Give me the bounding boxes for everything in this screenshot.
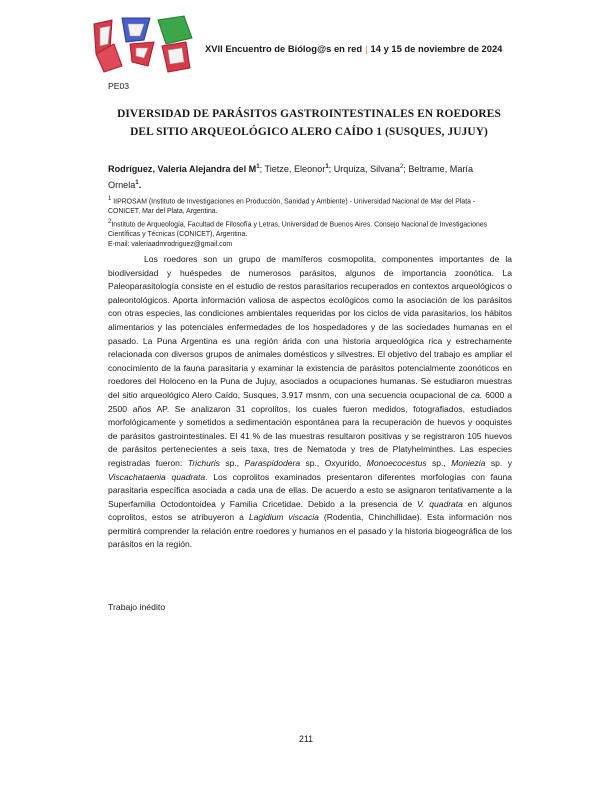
header-separator: | bbox=[365, 43, 368, 54]
title-line-1: DIVERSIDAD DE PARÁSITOS GASTROINTESTINALES EN ROEDORES bbox=[117, 108, 501, 120]
abstract-paragraph: Los roedores son un grupo de mamíferos cosmopolita, componentes importantes de la biodiversidad y huéspedes de numerosos parásitos, algunos de importancia zoonótica. La Paleoparasitología consiste en el estudio de restos parasitarios recuperados en contextos arqueológicos o paleontológicos. Aporta información valiosa de aspectos ecológicos como la asociación de los parásitos con otras especies, las condiciones ambientales requeridas por los ciclos de vida parasitarios, los hábitos alimentarios y las potenciales enfermedades de los hospedadores y de las sociedades humanas en el pasado. La Puna Argentina es una región árida con una historia arqueológica rica y estrechamente relacionada con diversos grupos de animales domésticos y silvestres. El objetivo del trabajo es ampliar el conocimiento de la fauna parasitaria y examinar la existencia de parásitos potencialmente zoonóticos en roedores del Holoceno en la Puna de Jujuy, asociados a ocupaciones humanas. Se estudiaron muestras del sitio arqueológico Alero Caído, Susques, 3.917 msnm, con una secuencia ocupacional de ca. 6000 a 2500 años AP. Se analizaron 31 coprolitos, los cuales fueron medidos, fotografiados, estudiados morfológicamente y sometidos a sedimentación espontánea para la recuperación de huevos y ooquistes de parásitos gastrointestinales. El 41 % de las muestras resultaron positivas y se registraron 105 huevos de parásitos pertenecientes a seis taxa, tres de Nematoda y tres de Platyhelminthes. Las especies registradas fueron: Trichuris sp., Paraspidodera sp., Oxyurido, Monoecocestus sp., Moniezia sp. y Viscachataenia quadrata. Los coprolitos examinados presentaron diferentes morfologías con fauna parasitaria específica asociada a cada una de ellas. De acuerdo a esto se asignaron tentativamente a la Superfamilia Octodontoidea y Familia Cricetidae. Debido a la presencia de V. quadrata en algunos coprolitos, estos se atribuyeron a Lagidium viscacia (Rodentia, Chinchillidae). Esta información nos permitirá comprender la relación entre roedores y humanos en el pasado y la historia biogeográfica de los parásitos en la región. bbox=[108, 254, 513, 550]
event-name: XVII Encuentro de Biólog@s en red bbox=[205, 43, 363, 54]
affiliation-1: $^1$ IIPROSAM (Instituto de Investigaciones en Producción, Sanidad y Ambiente) - Universidad Nacional de Mar del Plata - CONICET, Mar del Plata, Argentina. bbox=[108, 196, 476, 215]
contact-email: E-mail: valeriaadmrodriguez@gmail.com bbox=[108, 241, 233, 248]
paper-title bbox=[108, 105, 510, 141]
abstract-body bbox=[108, 253, 512, 552]
logo-shape-white-4 bbox=[168, 48, 184, 64]
event-dates: 14 y 15 de noviembre de 2024 bbox=[370, 43, 503, 54]
abstract-code: PE03 bbox=[108, 81, 130, 91]
author-4: ; Beltrame, María bbox=[403, 164, 474, 175]
author-4-cont: Ornela bbox=[108, 180, 136, 191]
author-list: Rodríguez, Valeria Alejandra del $M^1$; Tietze, Eleonor$^1$; Urquiza, Silvana$^2$; Beltrame, María Ornela$^1$. bbox=[108, 164, 474, 191]
affiliation-2: $^2$Instituto de Arqueología, Facultad de Filosofía y Letras, Universidad de Buenos Aires. Consejo Nacional de Investigaciones Científicas y Técnicas (CONICET), Argentina. bbox=[108, 219, 488, 238]
logo-shape-green bbox=[158, 16, 192, 44]
page-number: 211 bbox=[298, 734, 314, 744]
author-1: Rodríguez, Valeria Alejandra del $M^1$ bbox=[108, 164, 260, 175]
event-logo bbox=[92, 14, 198, 76]
publication-note: Trabajo inédito bbox=[108, 602, 166, 612]
author-3: ; Urquiza, Silvana$^2$ bbox=[328, 164, 404, 175]
author-2: ; Tietze, Eleonor$^1$ bbox=[259, 164, 329, 175]
event-header bbox=[205, 43, 502, 54]
title-line-2: DEL SITIO ARQUEOLÓGICO ALERO CAÍDO 1 (SUSQUES, JUJUY) bbox=[130, 126, 488, 138]
